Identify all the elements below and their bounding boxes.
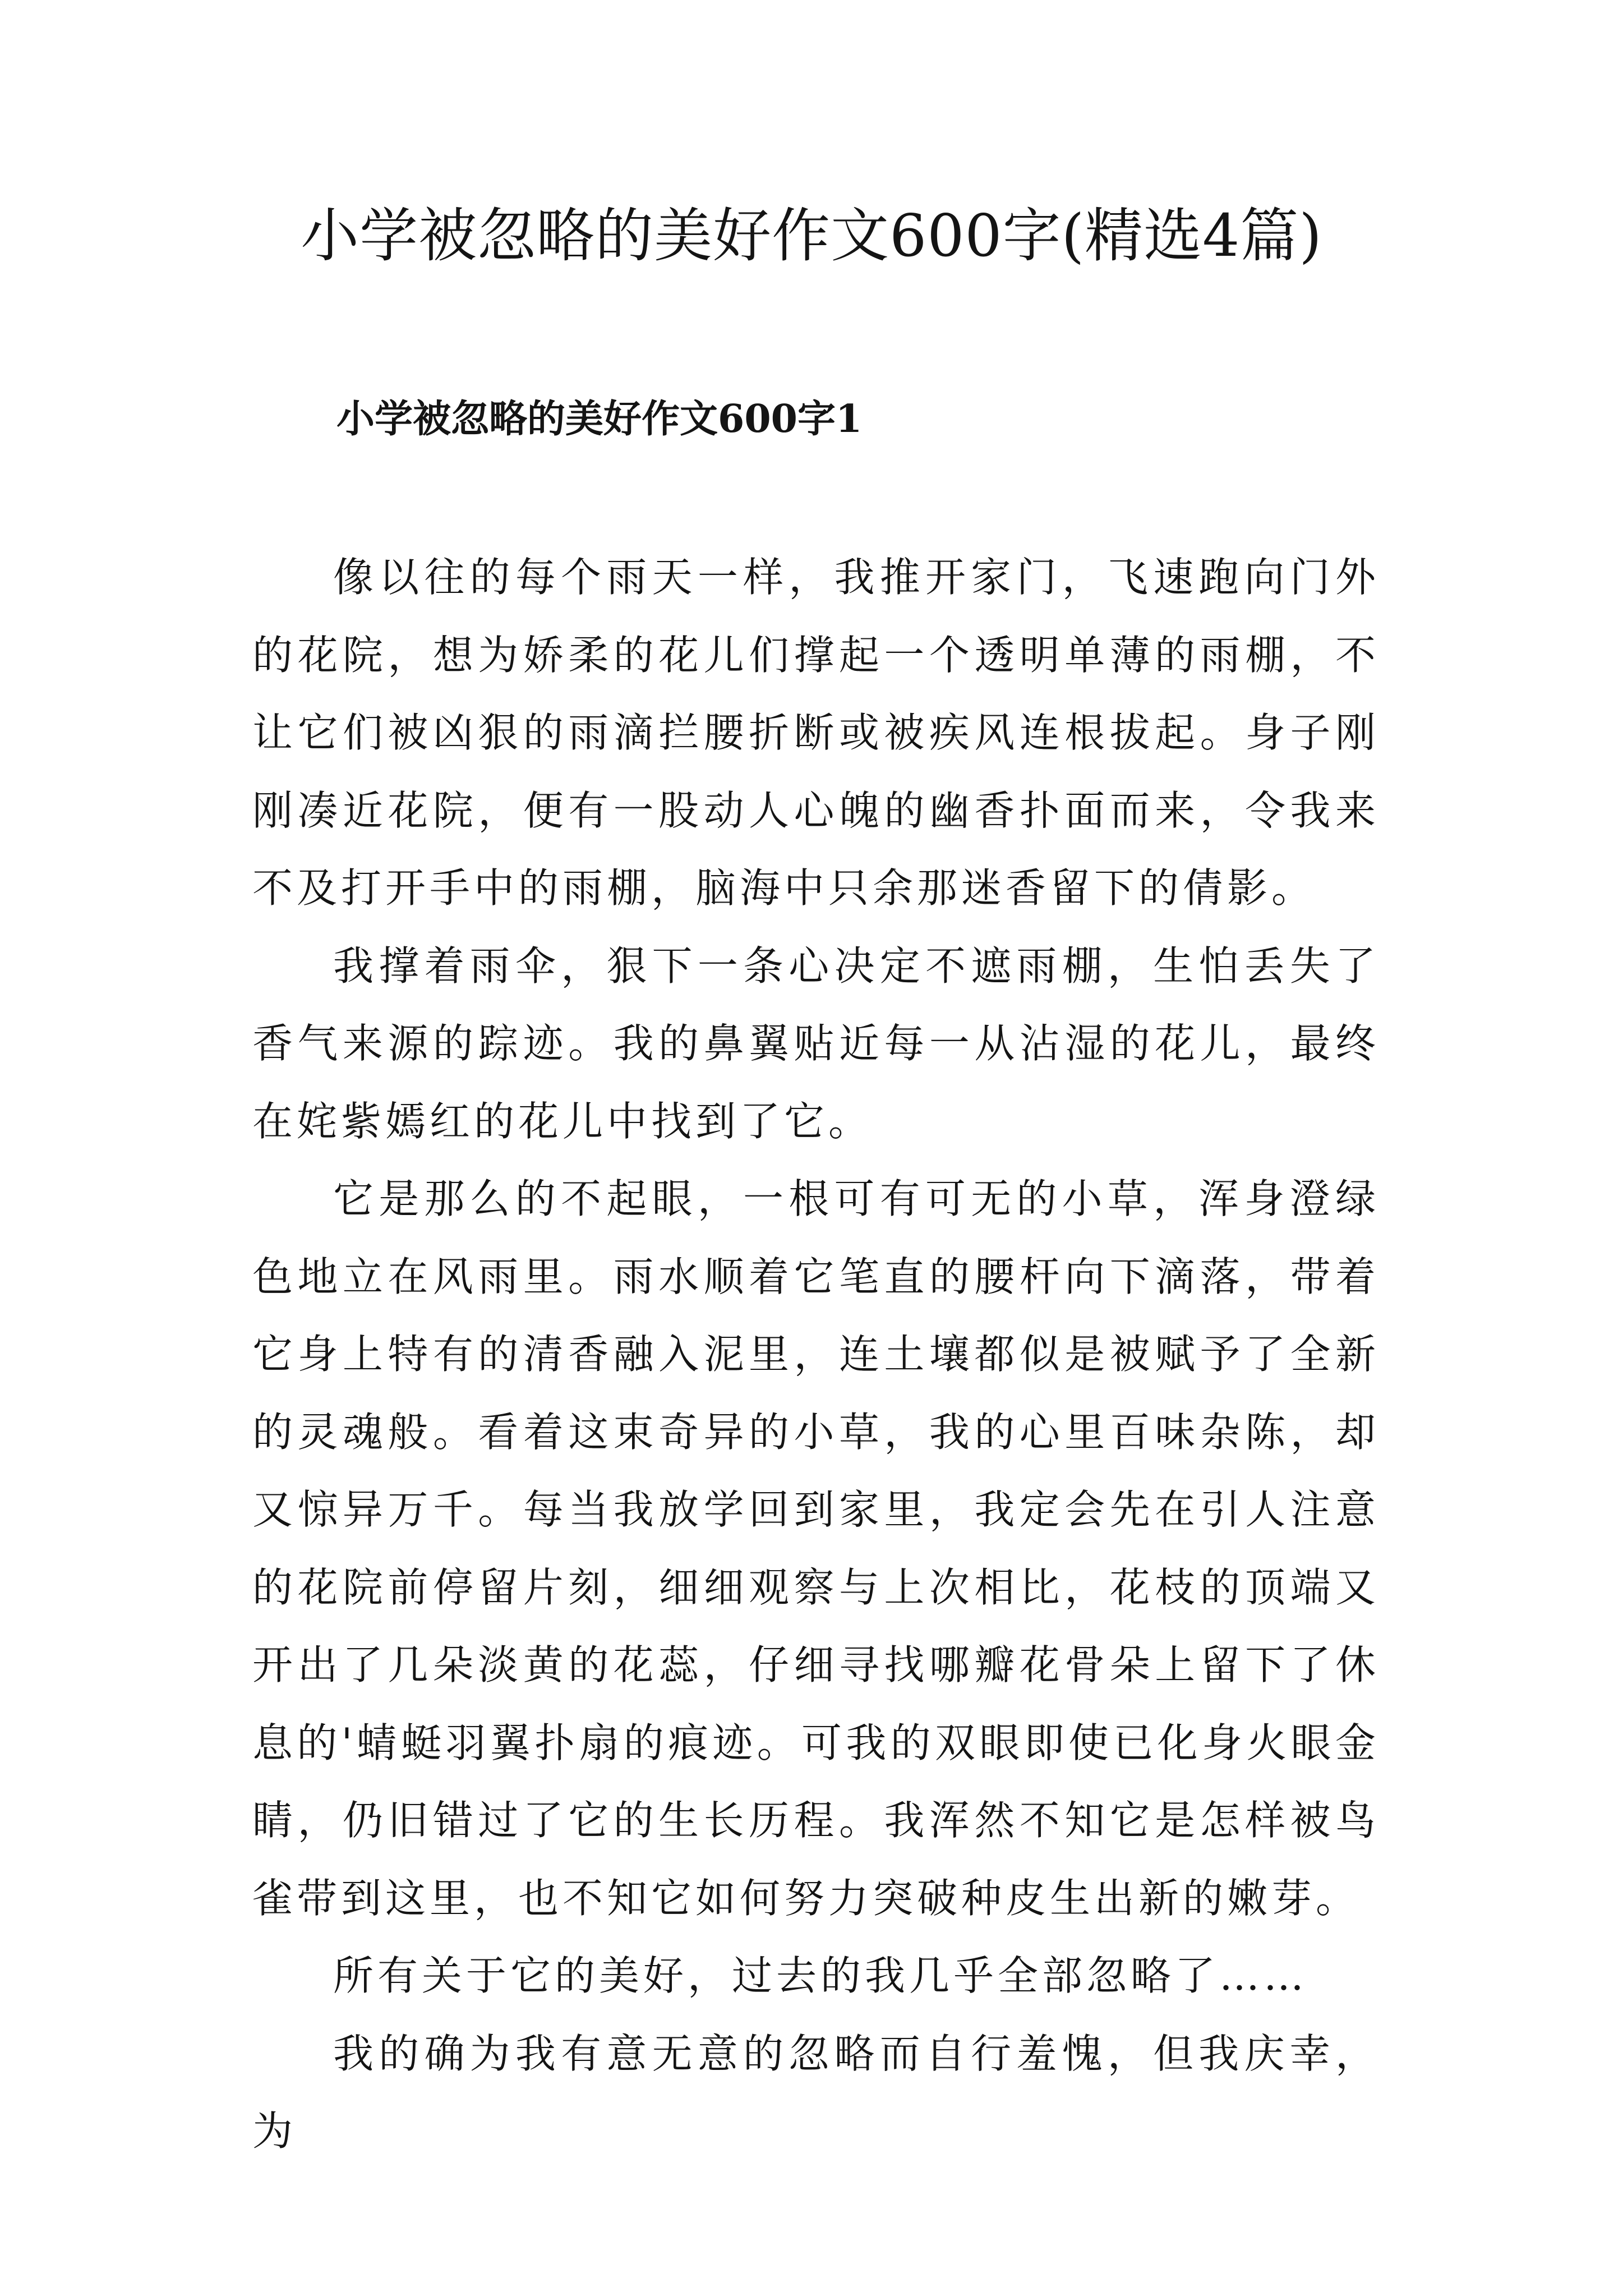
paragraph: 所有关于它的美好，过去的我几乎全部忽略了…… xyxy=(333,1952,1308,1999)
paragraph: 我撑着雨伞，狠下一条心决定不遮雨棚，生怕丢失了香气来源的踪迹。我的鼻翼贴近每一从沾湿的花儿，最终在姹紫嫣红的花儿中找到了它。 xyxy=(252,942,1380,1145)
paragraph: 像以往的每个雨天一样，我推开家门，飞速跑向门外的花院，想为娇柔的花儿们撑起一个透明单薄的雨棚，不让它们被凶狠的雨滴拦腰折断或被疾风连根拔起。身子刚刚凑近花院，便有一股动人心魄的幽香扑面而来，令我来不及打开手中的雨棚，脑海中只余那迷香留下的倩影。 xyxy=(252,554,1380,912)
essay-body xyxy=(252,539,1380,2170)
paragraph: 它是那么的不起眼，一根可有可无的小草，浑身澄绿色地立在风雨里。雨水顺着它笔直的腰杆向下滴落，带着它身上特有的清香融入泥里，连土壤都似是被赋予了全新的灵魂般。看着这束奇异的小草，我的心里百味杂陈，却又惊异万千。每当我放学回到家里，我定会先在引人注意的花院前停留片刻，细细观察与上次相比，花枝的顶端又开出了几朵淡黄的花蕊，仔细寻找哪瓣花骨朵上留下了休息的'蜻蜓羽翼扑扇的痕迹。可我的双眼即使已化身火眼金睛，仍旧错过了它的生长历程。我浑然不知它是怎样被鸟雀带到这里，也不知它如何努力突破种皮生出新的嫩芽。 xyxy=(252,1175,1380,1922)
paragraph: 我的确为我有意无意的忽略而自行羞愧，但我庆幸，为 xyxy=(252,2030,1380,2155)
section-heading: 小学被忽略的美好作文600字1 xyxy=(336,397,863,441)
document-title: 小学被忽略的美好作文600字(精选4篇) xyxy=(301,201,1322,270)
